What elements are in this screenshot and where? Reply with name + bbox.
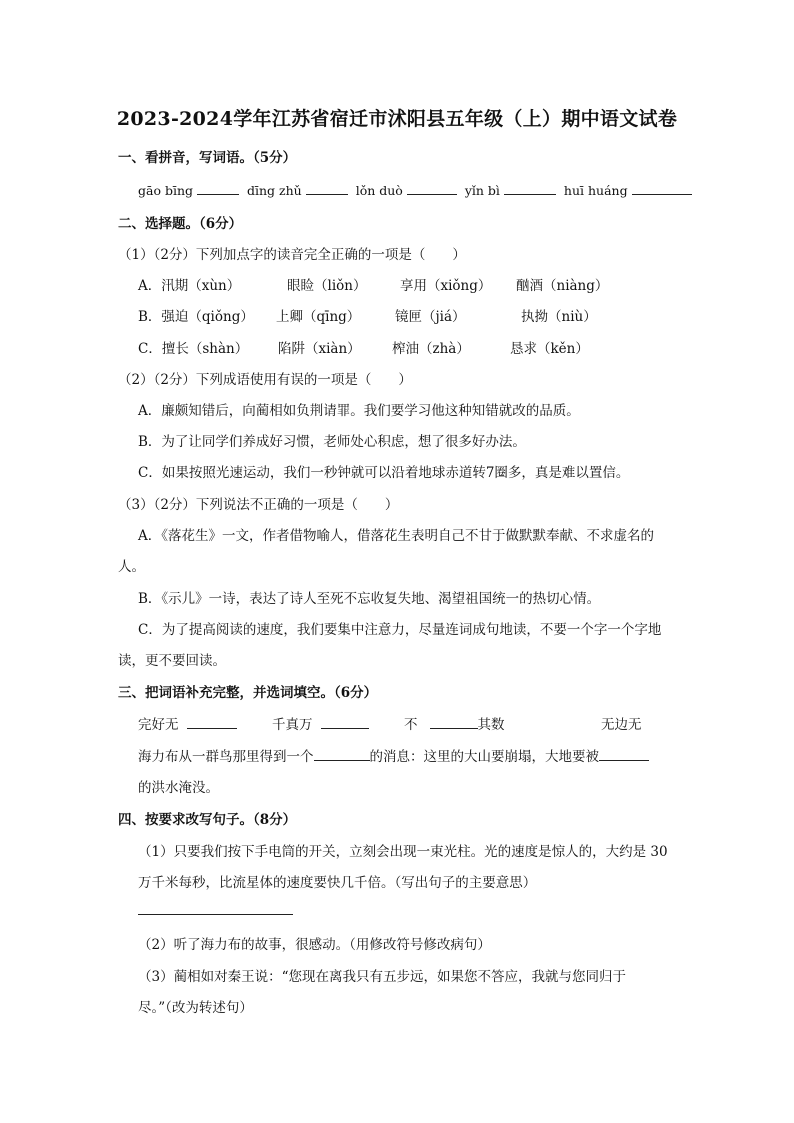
pinyin-row <box>138 180 692 198</box>
question-stem: （2）（2分）下列成语使用有误的一项是（ ） <box>118 372 412 388</box>
answer-blank <box>407 180 457 195</box>
option-b-item: 执拗（niù） <box>521 309 597 325</box>
idiom-prefix: 不 <box>404 717 418 733</box>
answer-blank <box>430 714 478 729</box>
answer-blank <box>504 180 556 195</box>
answer-blank <box>306 180 348 195</box>
option-a: A．《落花生》一文，作者借物喻人，借落花生表明自己不甘于做默默奉献、不求虚名的 <box>138 528 654 544</box>
option-c: C．如果按照光速运动，我们一秒钟就可以沿着地球赤道转7圈多，真是难以置信。 <box>138 465 630 481</box>
idiom-item <box>272 713 369 733</box>
pinyin-item: gāo bīng <box>138 183 194 198</box>
option-a-continued: 人。 <box>118 559 145 575</box>
question-2: （2）听了海力布的故事，很感动。（用修改符号修改病句） <box>138 937 491 953</box>
option-b: B．《示儿》一诗，表达了诗人至死不忘收复失地、渴望祖国统一的热切心情。 <box>138 591 601 607</box>
answer-blank <box>314 746 370 761</box>
option-c-item: 陷阱（xiàn） <box>278 341 361 357</box>
option-b-item: 镜匣（jiá） <box>395 309 466 325</box>
idiom-item <box>404 713 505 733</box>
fill-sentence-continued: 的洪水淹没。 <box>138 780 219 796</box>
pinyin-item: dīng zhǔ <box>247 183 302 198</box>
option-a-item: 眼睑（liǒn） <box>287 278 367 294</box>
option-a: A．汛期（xùn） <box>138 278 241 294</box>
option-b: B．为了让同学们养成好习惯，老师处心积虑，想了很多好办法。 <box>138 434 526 450</box>
idiom-item <box>138 713 237 733</box>
sentence-text: 的消息：这里的大山要崩塌，大地要被 <box>369 749 599 765</box>
option-c-continued: 读，更不要回读。 <box>118 653 226 669</box>
idiom-prefix: 完好无 <box>138 717 179 733</box>
question-stem: （1）（2分）下列加点字的读音完全正确的一项是（ ） <box>118 247 466 263</box>
option-c: C．擅长（shàn） <box>138 341 249 357</box>
idiom-prefix: 千真万 <box>272 717 313 733</box>
option-c-item: 恳求（kěn） <box>510 341 589 357</box>
answer-blank <box>321 714 369 729</box>
question-1-line-2: 万千米每秒，比流星体的速度要快几千倍。（写出句子的主要意思） <box>138 875 537 891</box>
question-3-line-2: 尽。”（改为转述句） <box>138 1000 253 1016</box>
question-stem: （3）（2分）下列说法不正确的一项是（ ） <box>118 497 399 513</box>
answer-blank <box>187 714 237 729</box>
option-a: A．廉颇知错后，向蔺相如负荆请罪。我们要学习他这种知错就改的品质。 <box>138 403 580 419</box>
pinyin-item: huī huáng <box>563 183 628 198</box>
section-2-heading: 二、选择题。（6分） <box>118 216 243 232</box>
option-c-item: 榨油（zhà） <box>392 341 470 357</box>
answer-blank <box>197 180 239 195</box>
idiom-item: 无边无 <box>601 717 642 733</box>
section-3-heading: 三、把词语补充完整，并选词填空。（6分） <box>118 685 378 701</box>
sentence-text: 海力布从一群鸟那里得到一个 <box>138 749 314 765</box>
option-b-item: 上卿（qīng） <box>276 309 361 325</box>
answer-line <box>138 914 293 915</box>
answer-blank <box>632 180 692 195</box>
idiom-suffix: 其数 <box>477 717 505 733</box>
section-4-heading: 四、按要求改写句子。（8分） <box>118 812 297 828</box>
option-a-item: 酗酒（niàng） <box>516 278 609 294</box>
fill-sentence <box>138 745 649 765</box>
question-3-line-1: （3）蔺相如对秦王说：“您现在离我只有五步远，如果您不答应，我就与您同归于 <box>138 969 626 985</box>
option-b: B．强迫（qiǒng） <box>138 309 254 325</box>
answer-blank <box>599 746 649 761</box>
section-1-heading: 一、看拼音，写词语。（5分） <box>118 150 297 166</box>
option-a-item: 享用（xiǒng） <box>400 278 492 294</box>
pinyin-item: lǒn duò <box>355 183 403 198</box>
question-1-line-1: （1）只要我们按下手电筒的开关，立刻会出现一束光柱。光的速度是惊人的，大约是 30 <box>138 844 668 860</box>
option-c: C．为了提高阅读的速度，我们要集中注意力，尽量连词成句地读，不要一个字一个字地 <box>138 622 662 638</box>
exam-title: 2023-2024学年江苏省宿迁市沭阳县五年级（上）期中语文试卷 <box>116 108 678 130</box>
pinyin-item: yǐn bì <box>464 183 500 198</box>
